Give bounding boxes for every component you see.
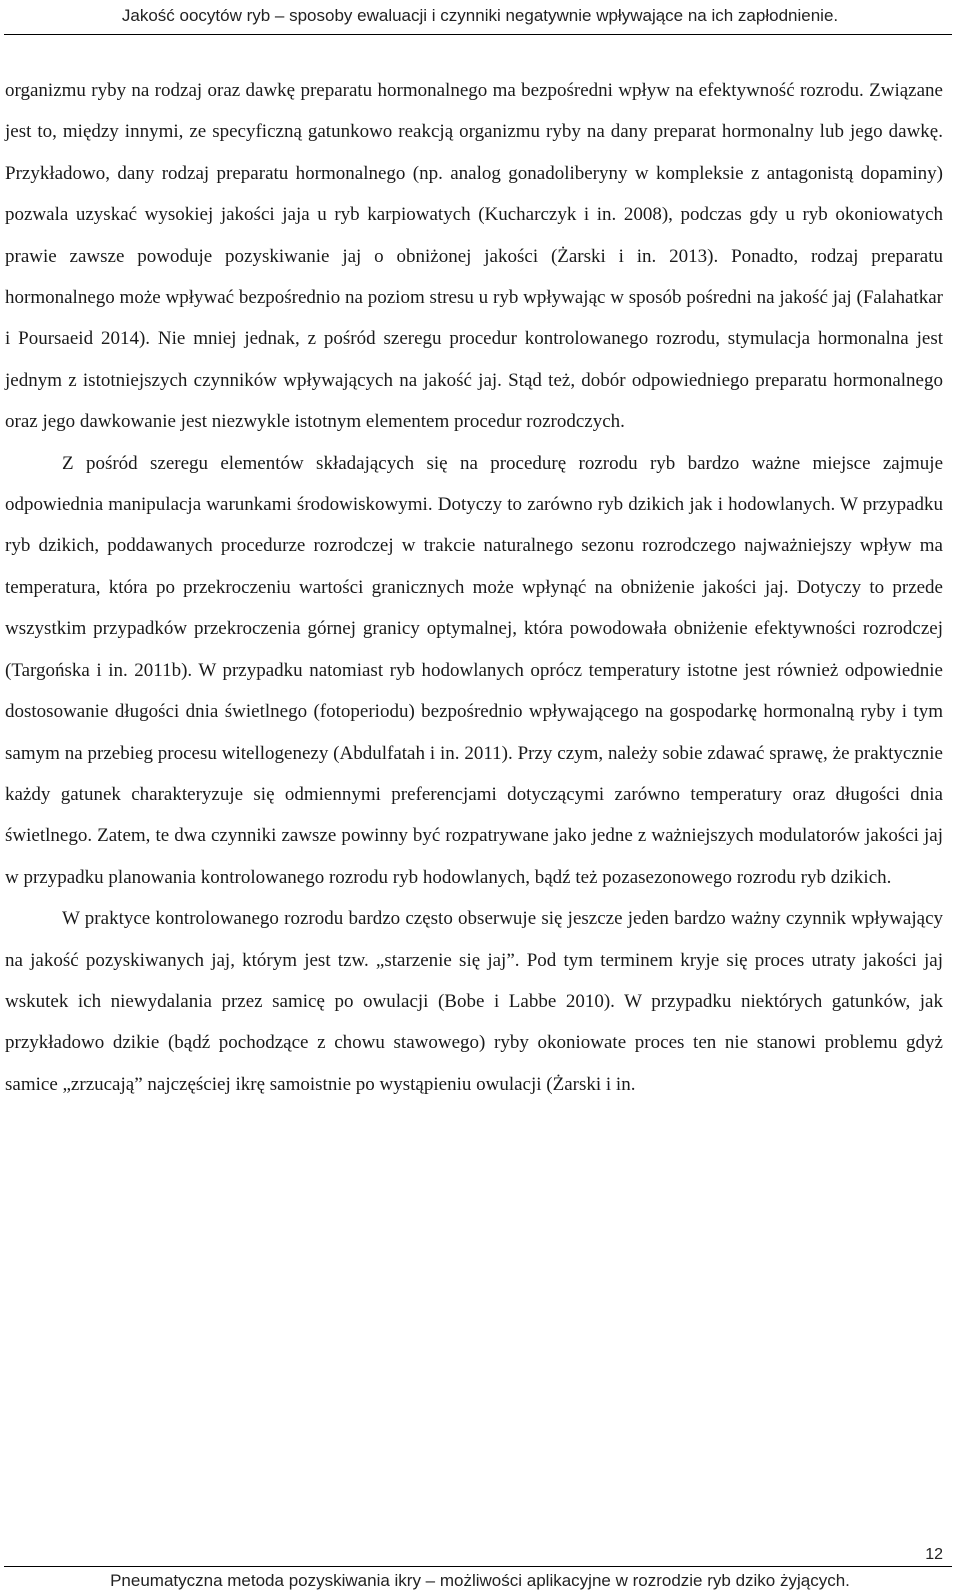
- paragraph: W praktyce kontrolowanego rozrodu bardzo często obserwuje się jeszcze jeden bardzo ważny czynnik wpływający na jakość pozyskiwanych jaj, którym jest tzw. „starzenie się jaj”. Pod tym terminem kryje się proces utraty jakości jaj wskutek ich niewydalania przez samicę po owulacji (Bobe i Labbe 2010). W przypadku niektórych gatunków, jak przykładowo dzikie (bądź pochodzące z chowu stawowego) ryby okoniowate proces ten nie stanowi problemu gdyż samice „zrzucają” najczęściej ikrę samoistnie po wystąpieniu owulacji (Żarski i in.: [5, 908, 943, 1095]
- body-text: [5, 70, 943, 1105]
- running-footer: Pneumatyczna metoda pozyskiwania ikry – możliwości aplikacyjne w rozrodzie ryb dziko żyjących.: [110, 1571, 850, 1590]
- paragraph: Z pośród szeregu elementów składających się na procedurę rozrodu ryb bardzo ważne miejsce zajmuje odpowiednia manipulacja warunkami środowiskowymi. Dotyczy to zarówno ryb dzikich jak i hodowlanych. W przypadku ryb dzikich, poddawanych procedurze rozrodczej w trakcie naturalnego sezonu rozrodczego najważniejszy wpływ ma temperatura, która po przekroczeniu wartości granicznych może wpłynąć na obniżenie jakości jaj. Dotyczy to przede wszystkim przypadków przekroczenia górnej granicy optymalnej, która powodowała obniżenie efektywności rozrodczej (Targońska i in. 2011b). W przypadku natomiast ryb hodowlanych oprócz temperatury istotne jest również odpowiednie dostosowanie długości dnia świetlnego (fotoperiodu) bezpośrednio wpływającego na gospodarkę hormonalną ryby i tym samym na przebieg procesu witellogenezy (Abdulfatah i in. 2011). Przy czym, należy sobie zdawać sprawę, że praktycznie każdy gatunek charakteryzuje się odmiennymi preferencjami dotyczącymi zarówno temperatury oraz długości dnia świetlnego. Zatem, te dwa czynniki zawsze powinny być rozpatrywane jako jedne z ważniejszych modulatorów jakości jaj w przypadku planowania kontrolowanego rozrodu ryb hodowlanych, bądź też pozasezonowego rozrodu ryb dzikich.: [5, 452, 943, 888]
- page-number: 12: [925, 1546, 943, 1563]
- running-header: Jakość oocytów ryb – sposoby ewaluacji i czynniki negatywnie wpływające na ich zapłodnienie.: [121, 6, 839, 25]
- header-divider: [4, 34, 952, 35]
- paragraph-continued: organizmu ryby na rodzaj oraz dawkę preparatu hormonalnego ma bezpośredni wpływ na efektywność rozrodu. Związane jest to, między innymi, ze specyficzną gatunkowo reakcją organizmu ryby na dany preparat hormonalny lub jego dawkę. Przykładowo, dany rodzaj preparatu hormonalnego (np. analog gonadoliberyny w kompleksie z antagonistą dopaminy) pozwala uzyskać wysokiej jakości jaja u ryb karpiowatych (Kucharczyk i in. 2008), podczas gdy u ryb okoniowatych prawie zawsze powoduje pozyskiwanie jaj o obniżonej jakości (Żarski i in. 2013). Ponadto, rodzaj preparatu hormonalnego może wpływać bezpośrednio na poziom stresu u ryb wpływając w sposób pośredni na jakość jaj (Falahatkar i Poursaeid 2014). Nie mniej jednak, z pośród szeregu procedur kontrolowanego rozrodu, stymulacja hormonalna jest jednym z istotniejszych czynników wpływających na jakość jaj. Stąd też, dobór odpowiedniego preparatu hormonalnego oraz jego dawkowanie jest niezwykle istotnym elementem procedur rozrodczych.: [5, 80, 943, 433]
- footer-divider: [4, 1566, 952, 1567]
